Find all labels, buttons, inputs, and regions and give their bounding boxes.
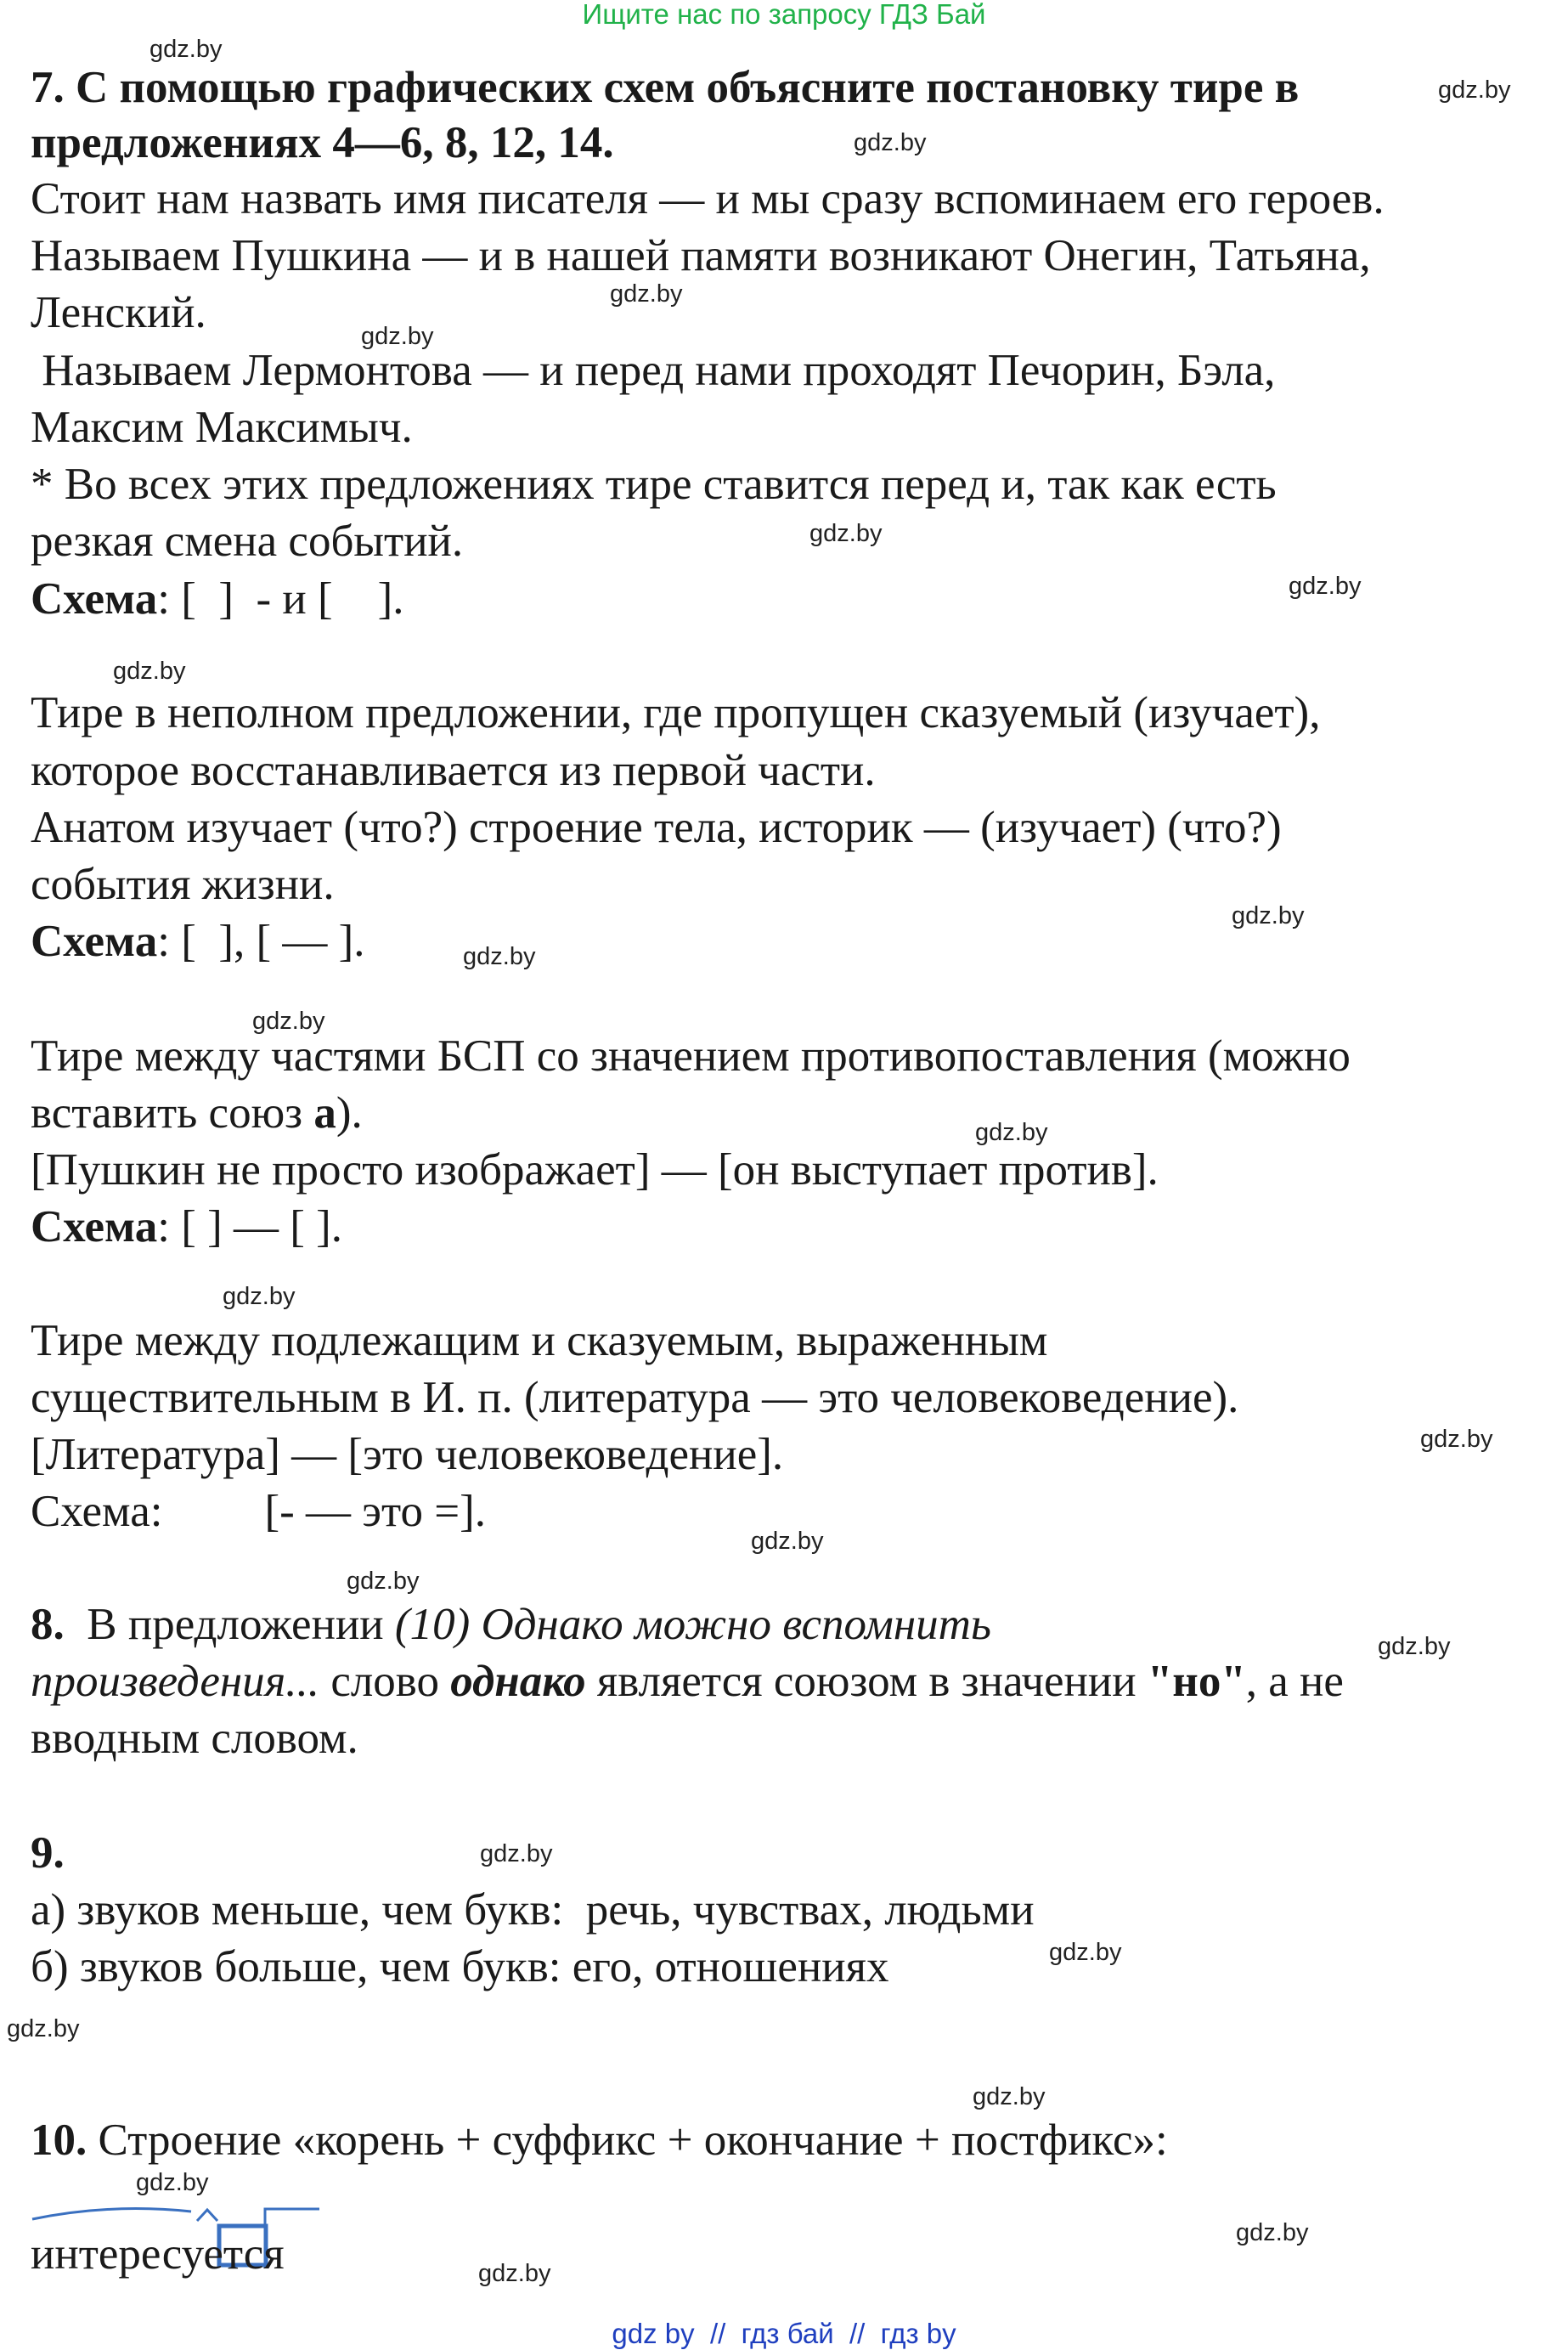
watermark: gdz.by bbox=[136, 2169, 209, 2196]
task7-title-1: 7. С помощью графических схем объясните постановку тире в bbox=[31, 63, 1300, 112]
watermark: gdz.by bbox=[1438, 76, 1511, 104]
task7-title-2: предложениях 4—6, 8, 12, 14. bbox=[31, 118, 614, 167]
schema-label-plain: Схема: bbox=[31, 1487, 163, 1536]
schema-3: : [ ] — [ ]. bbox=[157, 1202, 343, 1251]
text-part: вставить союз bbox=[31, 1088, 314, 1138]
watermark: gdz.by bbox=[478, 2260, 551, 2287]
watermark: gdz.by bbox=[751, 1528, 824, 1555]
text-line: существительным в И. п. (литература — это человековедение). bbox=[31, 1373, 1239, 1422]
text-part: , а не bbox=[1245, 1657, 1344, 1706]
watermark: gdz.by bbox=[1232, 902, 1305, 929]
watermark: gdz.by bbox=[809, 520, 883, 547]
task8-line3: вводным словом. bbox=[31, 1714, 358, 1763]
conjunction-a: а bbox=[313, 1088, 336, 1138]
watermark: gdz.by bbox=[113, 658, 186, 685]
text-line: которое восстанавливается из первой части. bbox=[31, 746, 876, 795]
watermark: gdz.by bbox=[973, 2083, 1046, 2110]
watermark: gdz.by bbox=[7, 2015, 80, 2042]
text-part: Строение «корень + суффикс + окончание + постфикс»: bbox=[87, 2116, 1168, 2165]
watermark: gdz.by bbox=[347, 1568, 420, 1595]
text-line: Называем Пушкина — и в нашей памяти возникают Онегин, Татьяна, bbox=[31, 231, 1371, 280]
text-part: является союзом в значении bbox=[585, 1657, 1148, 1706]
text-line: резкая смена событий. bbox=[31, 517, 464, 566]
text-line: Максим Максимыч. bbox=[31, 403, 413, 452]
bottom-banner[interactable]: gdz by // гдз бай // гдз by bbox=[612, 2318, 956, 2349]
text-line: Стоит нам назвать имя писателя — и мы сразу вспоминаем его героев. bbox=[31, 174, 1385, 223]
word-odnako: однако bbox=[450, 1657, 586, 1706]
watermark: gdz.by bbox=[1378, 1633, 1451, 1660]
quote: произведения... bbox=[31, 1657, 320, 1706]
watermark: gdz.by bbox=[149, 36, 223, 63]
watermark: gdz.by bbox=[463, 943, 536, 970]
watermark: gdz.by bbox=[610, 280, 683, 308]
task10-number: 10. bbox=[31, 2116, 87, 2165]
watermark: gdz.by bbox=[480, 1840, 553, 1867]
text-line: Тире между подлежащим и сказуемым, выраженным bbox=[31, 1316, 1048, 1365]
schema-label: Схема bbox=[31, 574, 158, 624]
text-line: * Во всех этих предложениях тире ставится перед и, так как есть bbox=[31, 460, 1277, 509]
schema-label: Схема bbox=[31, 917, 158, 966]
watermark: gdz.by bbox=[361, 323, 434, 350]
suffix-caret bbox=[197, 2210, 217, 2221]
text-line: Анатом изучает (что?) строение тела, историк — (изучает) (что?) bbox=[31, 803, 1282, 852]
watermark: gdz.by bbox=[1420, 1426, 1493, 1453]
schema-1: : [ ] - и [ ]. bbox=[157, 574, 404, 624]
text-line: Тире в неполном предложении, где пропущен сказуемый (изучает), bbox=[31, 688, 1321, 737]
schema-2: : [ ], [ — ]. bbox=[157, 917, 365, 966]
root-arc bbox=[32, 2209, 191, 2219]
watermark: gdz.by bbox=[1049, 1939, 1122, 1966]
text-line: Тире между частями БСП со значением противопоставления (можно bbox=[31, 1031, 1351, 1081]
text-line: Называем Лермонтова — и перед нами проходят Печорин, Бэла, bbox=[31, 346, 1276, 395]
word-no: "но" bbox=[1147, 1657, 1246, 1706]
watermark: gdz.by bbox=[854, 129, 927, 156]
watermark: gdz.by bbox=[252, 1008, 325, 1035]
watermark: gdz.by bbox=[975, 1119, 1048, 1146]
watermark: gdz.by bbox=[1289, 573, 1362, 600]
top-banner[interactable]: Ищите нас по запросу ГДЗ Бай bbox=[582, 0, 986, 30]
morpheme-word: интересуется bbox=[31, 2229, 285, 2279]
watermark: gdz.by bbox=[223, 1283, 296, 1310]
text-line: Ленский. bbox=[31, 288, 206, 337]
quote: (10) Однако можно вспомнить bbox=[394, 1600, 992, 1649]
text-line: [Литература] — [это человековедение]. bbox=[31, 1430, 784, 1479]
task9-a: а) звуков меньше, чем букв: речь, чувствах, людьми bbox=[31, 1885, 1035, 1935]
watermark: gdz.by bbox=[1236, 2219, 1309, 2246]
text-line: события жизни. bbox=[31, 860, 335, 909]
text-part: слово bbox=[319, 1657, 451, 1706]
text-line: [Пушкин не просто изображает] — [он выступает против]. bbox=[31, 1145, 1159, 1195]
text-part: ). bbox=[336, 1088, 363, 1138]
task9-number: 9. bbox=[31, 1828, 65, 1878]
schema-label: Схема bbox=[31, 1202, 158, 1251]
task8-number: 8. bbox=[31, 1600, 65, 1649]
schema-4: [- — это =]. bbox=[264, 1487, 487, 1536]
task9-b: б) звуков больше, чем букв: его, отношениях bbox=[31, 1942, 889, 1991]
text-part: В предложении bbox=[64, 1600, 395, 1649]
